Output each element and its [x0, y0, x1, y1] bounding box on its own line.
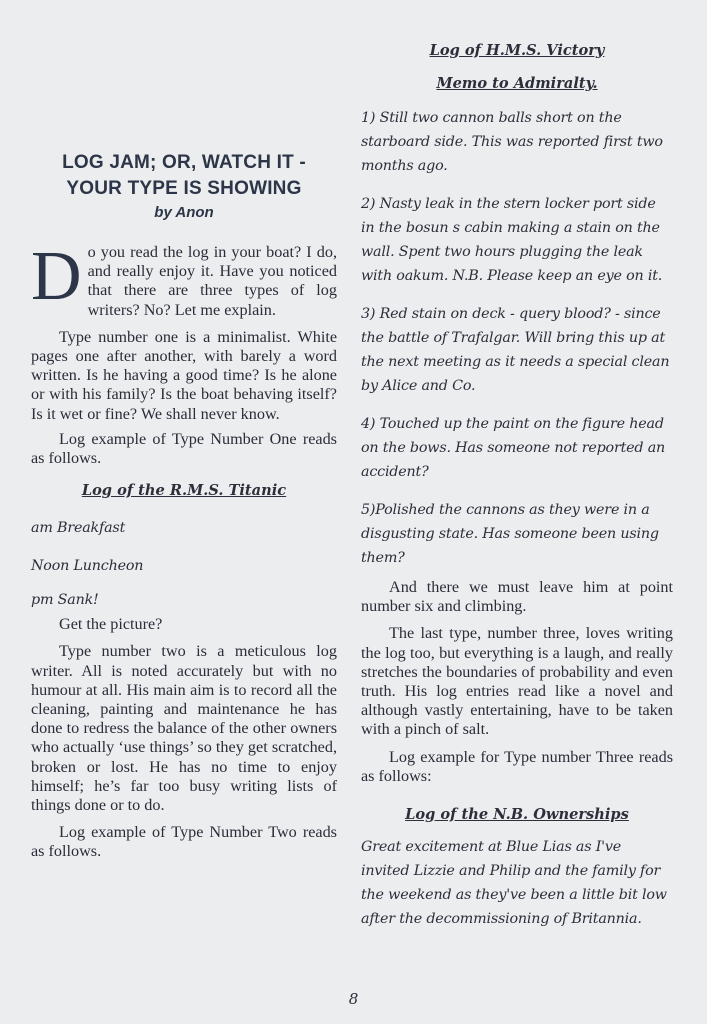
title-line-1: LOG JAM; OR, WATCH IT - [62, 152, 306, 173]
get-the-picture-paragraph: Get the picture? [59, 615, 163, 634]
victory-log-heading: Log of H.M.S. Victory [429, 42, 605, 59]
memo-item-1: 1) Still two cannon balls short on the starboard side. This was reported first two months ago. [361, 110, 663, 174]
memo-heading: Memo to Admiralty. [436, 75, 598, 92]
right-column [361, 42, 673, 931]
nb-ownerships-log-entry: Great excitement at Blue Lias as I've invited Lizzie and Philip and the family for the weekend as they've been a little bit low after the decommissioning of Britannia. [361, 839, 667, 928]
article-title [31, 150, 337, 202]
drop-cap: D [31, 238, 82, 315]
type-one-paragraph: Type number one is a minimalist. White pages one after another, with barely a word written. Is he having a good time? Is he alone or with his family? Is the boat behaving itself? Is it wet or fine? We shall never know. [31, 327, 337, 423]
intro-paragraph-text: o you read the log in your boat? I do, and really enjoy it. Have you noticed that there are three types of log writers? No? Let me explain. [87, 243, 337, 319]
memo-item-3: 3) Red stain on deck - query blood? - since the battle of Trafalgar. Will bring this up at the next meeting as it needs a special clean by Alice and Co. [361, 306, 670, 394]
intro-paragraph [31, 238, 337, 320]
page-number: 8 [348, 990, 359, 1008]
left-column [31, 150, 337, 862]
nb-ownerships-log-heading: Log of the N.B. Ownerships [405, 806, 629, 824]
type-two-example-intro: Log example of Type Number Two reads as follows. [31, 823, 337, 861]
titanic-log-heading: Log of the R.M.S. Titanic [81, 482, 287, 500]
article-byline: by Anon [154, 204, 214, 221]
type-three-paragraph: The last type, number three, loves writing the log too, but everything is a laugh, and really stretches the boundaries of probability and even truth. His log entries read like a novel and although vastly entertaining, have to be taken with a pinch of salt. [361, 624, 673, 739]
type-one-example-intro: Log example of Type Number One reads as follows. [31, 429, 337, 468]
title-line-2: YOUR TYPE IS SHOWING [66, 178, 302, 199]
titanic-log-entry-2: Noon Luncheon [31, 558, 144, 575]
memo-item-4: 4) Touched up the paint on the figure head on the bows. Has someone not reported an accident? [361, 416, 666, 480]
titanic-log-entry-3: pm Sank! [31, 592, 99, 609]
leave-him-paragraph: And there we must leave him at point number six and climbing. [361, 578, 673, 616]
titanic-log-entry-1: am Breakfast [31, 520, 126, 537]
type-two-paragraph: Type number two is a meticulous log writer. All is noted accurately but with no humour at all. His main aim is to record all the cleaning, painting and maintenance he has done to redress the balance of the other owners who actually ‘use things’ so they get scratched, broken or lost. He has no time to enjoy himself; he’s far too busy writing lists of things done or to do. [31, 642, 337, 815]
type-three-example-intro: Log example for Type number Three reads as follows: [361, 747, 673, 785]
memo-item-5: 5)Polished the cannons as they were in a disgusting state. Has someone been using them? [361, 502, 659, 566]
memo-item-2: 2) Nasty leak in the stern locker port side in the bosun s cabin making a stain on the wall. Spent two hours plugging the leak with oakum. N.B. Please keep an eye on it. [361, 196, 663, 284]
